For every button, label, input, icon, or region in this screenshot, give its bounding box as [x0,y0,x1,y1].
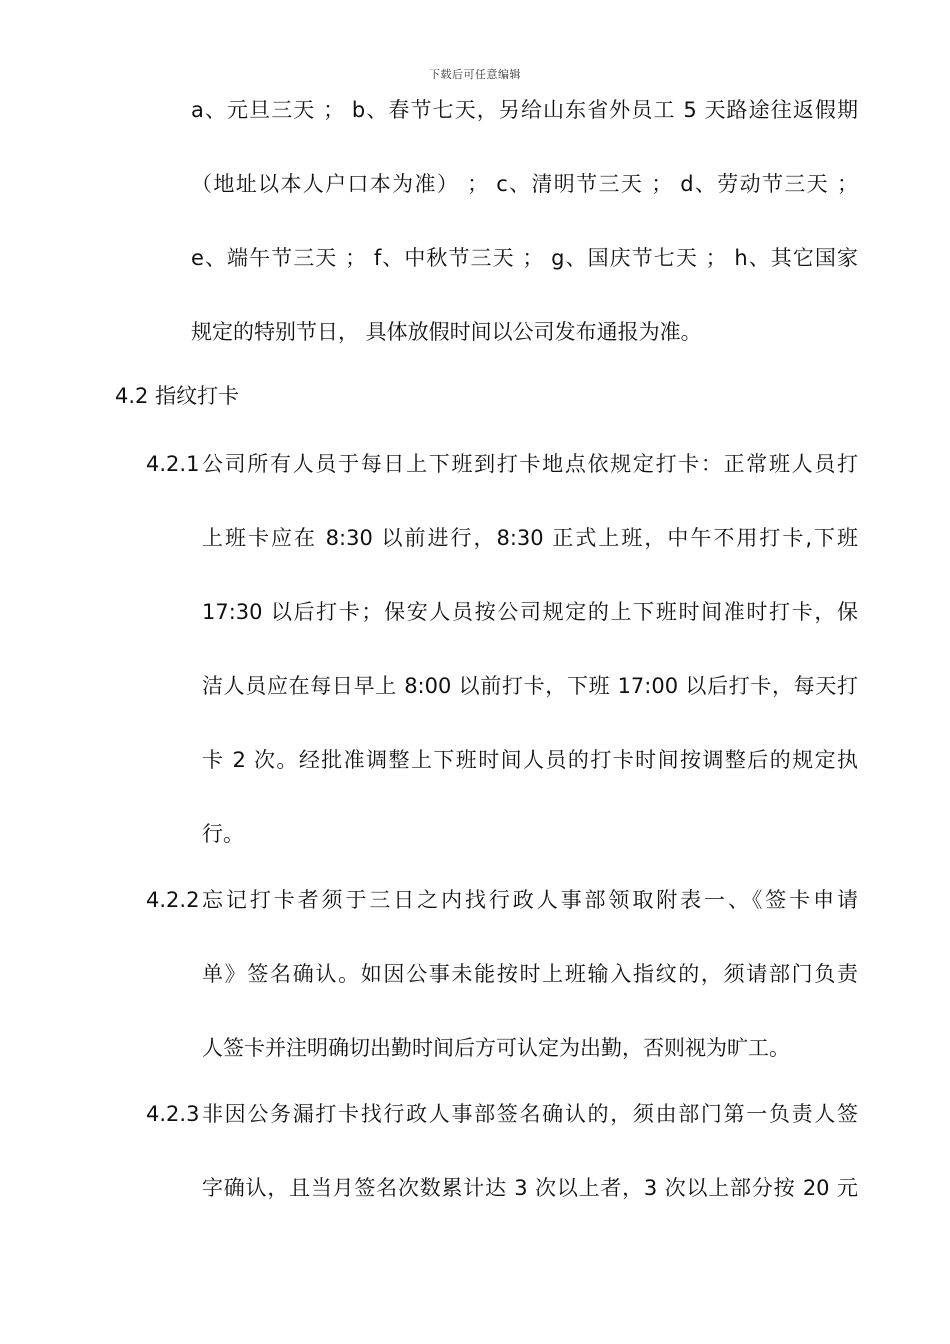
item-4-2-3-line-2: 字确认，且当月签名次数累计达 3 次以上者，3 次以上部分按 20 元 [202,1176,858,1200]
item-4-2-2-line-3: 人签卡并注明确切出勤时间后方可认定为出勤，否则视为旷工。 [202,1036,790,1060]
holiday-line-2: （地址以本人户口本为准） ； c、清明节三天 ； d、劳动节三天 ； [191,172,858,196]
page-header-note: 下载后可任意编辑 [429,68,521,81]
item-number-4-2-3: 4.2.3 [146,1102,200,1126]
section-heading-4-2: 4.2 指纹打卡 [115,384,240,408]
holiday-line-3: e、端午节三天 ； f、中秋节三天 ； g、国庆节七天 ； h、其它国家 [191,246,858,270]
holiday-line-4: 规定的特别节日， 具体放假时间以公司发布通报为准。 [191,320,702,344]
item-4-2-1-line-4: 洁人员应在每日早上 8:00 以前打卡，下班 17:00 以后打卡，每天打 [202,674,858,698]
item-4-2-2-line-2: 单》签名确认。如因公事未能按时上班输入指纹的，须请部门负责 [202,962,858,986]
item-4-2-1-line-1: 公司所有人员于每日上下班到打卡地点依规定打卡：正常班人员打 [202,452,858,476]
holiday-line-1: a、元旦三天 ； b、春节七天，另给山东省外员工 5 天路途往返假期 [191,98,858,122]
item-4-2-3-line-1: 非因公务漏打卡找行政人事部签名确认的，须由部门第一负责人签 [202,1102,858,1126]
item-4-2-2-line-1: 忘记打卡者须于三日之内找行政人事部领取附表一、《签卡申请 [202,888,858,912]
item-number-4-2-1: 4.2.1 [146,452,200,476]
item-4-2-1-line-2: 上班卡应在 8:30 以前进行，8:30 正式上班，中午不用打卡,下班 [202,526,858,550]
item-4-2-1-line-5: 卡 2 次。经批准调整上下班时间人员的打卡时间按调整后的规定执 [202,748,858,772]
item-4-2-1-line-6: 行。 [202,822,244,846]
item-number-4-2-2: 4.2.2 [146,888,200,912]
item-4-2-1-line-3: 17:30 以后打卡；保安人员按公司规定的上下班时间准时打卡，保 [202,600,858,624]
